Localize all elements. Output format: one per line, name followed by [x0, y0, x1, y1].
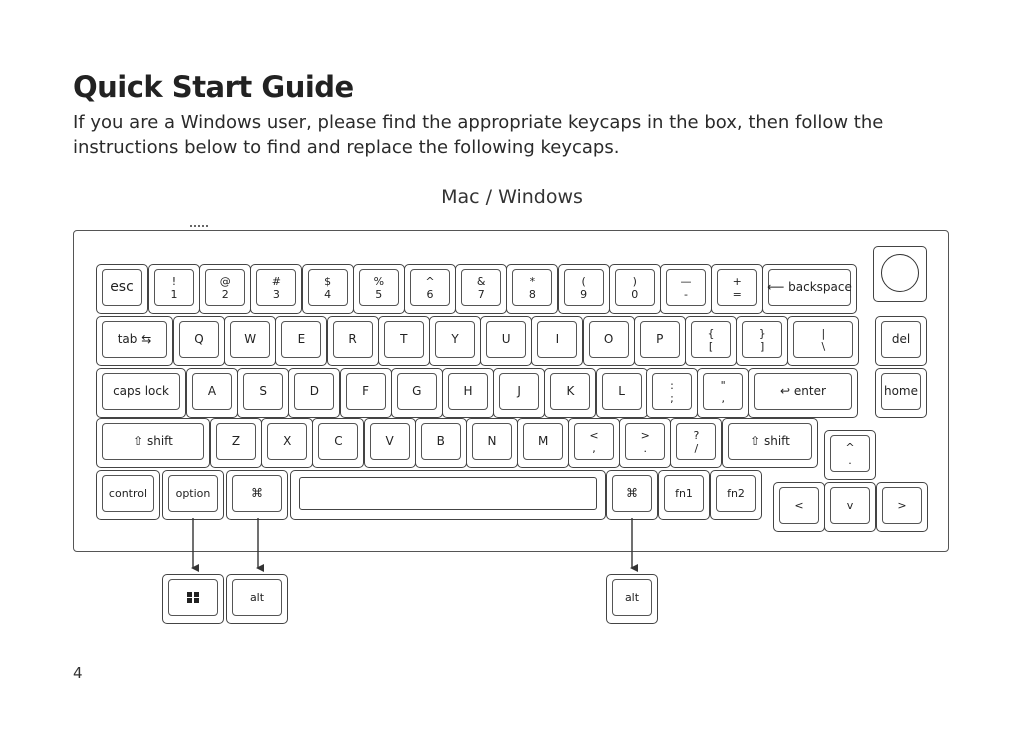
key-shift-symbol: %	[373, 274, 385, 288]
enter-arrow-icon: ↩	[780, 384, 794, 398]
key-label: alt	[624, 591, 640, 604]
key-label: H	[463, 384, 473, 398]
key-shift-symbol: &	[476, 274, 486, 288]
key-base-symbol: 9	[580, 287, 588, 301]
command-icon: ⌘	[626, 486, 638, 500]
key-base-symbol: ,	[721, 391, 725, 405]
key-base-symbol: .	[643, 441, 647, 455]
key-shift-symbol: (	[581, 274, 586, 288]
key-label: N	[487, 434, 497, 448]
arrow-left-icon: <	[794, 499, 804, 512]
key-label: E	[297, 332, 306, 346]
key-label: home	[883, 384, 919, 398]
key-shift-symbol: !	[171, 274, 177, 288]
key-label: S	[259, 384, 267, 398]
key-shift-symbol: <	[589, 428, 599, 442]
key-shift-symbol: >	[640, 428, 650, 442]
key-label: I	[555, 332, 560, 346]
arrow-up-icon: ^	[845, 440, 855, 454]
layout-label: Mac / Windows	[441, 186, 583, 208]
key-shift-symbol: ^	[425, 274, 435, 288]
key-base-symbol: 1	[170, 287, 178, 301]
key-label: A	[207, 384, 217, 398]
key-label: ↩ enter	[780, 384, 826, 398]
key-base-symbol: ;	[670, 391, 674, 405]
key-label: L	[618, 384, 625, 398]
key-label: V	[385, 434, 394, 448]
key-label: ⇧ shift	[750, 434, 790, 448]
key-label: O	[603, 332, 614, 346]
key-base-symbol: 8	[528, 287, 536, 301]
key-label: T	[400, 332, 408, 346]
command-icon: ⌘	[251, 486, 263, 500]
key-label: caps lock	[113, 384, 169, 398]
arrow-down-icon: v	[846, 499, 854, 512]
key-base-symbol: =	[732, 287, 742, 301]
key-label: U	[501, 332, 511, 346]
key-shift-symbol: #	[271, 274, 281, 288]
key-shift-symbol: {	[707, 326, 715, 340]
key-base-symbol: 0	[631, 287, 639, 301]
key-base-symbol: 4	[324, 287, 332, 301]
key-label: ⇧ shift	[133, 434, 173, 448]
page-title: Quick Start Guide	[73, 70, 354, 104]
windows-logo-icon	[187, 592, 199, 604]
key-label: J	[517, 384, 521, 398]
arrow-right-icon: >	[897, 499, 907, 512]
key-label: option	[175, 487, 211, 500]
replacement-key-windows	[162, 574, 224, 624]
key-dot: .	[848, 453, 852, 467]
key-base-symbol: 3	[272, 287, 280, 301]
key-base-symbol: [	[708, 339, 714, 353]
key-shift-symbol: $	[324, 274, 332, 288]
key-label: tab ⇆	[117, 332, 152, 346]
key-base-symbol: ]	[760, 339, 765, 353]
key-label: C	[334, 434, 343, 448]
replacement-key-alt-right	[606, 574, 658, 624]
key-shift-symbol: +	[732, 274, 742, 288]
key-shift-symbol: )	[632, 274, 637, 288]
key-label: Y	[451, 332, 459, 346]
page-number: 4	[73, 664, 83, 682]
shift-icon: ⇧	[750, 434, 764, 448]
key-label: K	[566, 384, 575, 398]
key-label: control	[108, 487, 148, 500]
key-base-symbol: ,	[592, 441, 596, 455]
replacement-key-alt-left	[226, 574, 288, 624]
key-base-symbol: \	[821, 339, 826, 353]
key-shift-symbol: :	[670, 378, 674, 392]
key-shift-symbol: |	[821, 326, 826, 340]
key-label: alt	[249, 591, 265, 604]
key-label: fn1	[675, 487, 693, 500]
arrow-left-icon: ⟵	[767, 280, 789, 294]
key-label: ⟵ backspace	[767, 280, 852, 294]
key-label: del	[891, 332, 911, 346]
key-label: D	[309, 384, 320, 398]
key-base-symbol: 2	[221, 287, 229, 301]
intro-text: If you are a Windows user, please find the appropriate keycaps in the box, then follow the instructions below to find and replace the following keycaps.	[73, 112, 884, 158]
key-label: M	[538, 434, 549, 448]
key-label: W	[244, 332, 257, 346]
key-label: B	[436, 434, 445, 448]
key-shift-symbol: "	[720, 378, 726, 392]
key-shift-symbol: *	[529, 274, 536, 288]
key-base-symbol: /	[694, 441, 699, 455]
key-shift-symbol: @	[219, 274, 231, 288]
key-base-symbol: 7	[477, 287, 485, 301]
key-shift-symbol: —	[680, 274, 692, 288]
key-label: R	[348, 332, 357, 346]
key-base-symbol: 5	[375, 287, 383, 301]
key-base-symbol: 6	[426, 287, 434, 301]
key-label: G	[412, 384, 422, 398]
key-label: esc	[110, 279, 134, 295]
tab-icon: ⇆	[141, 332, 152, 346]
key-label: Q	[194, 332, 204, 346]
key-label: fn2	[727, 487, 745, 500]
shift-icon: ⇧	[133, 434, 147, 448]
key-label: F	[362, 384, 370, 398]
key-label: X	[283, 434, 292, 448]
key-label: P	[656, 332, 664, 346]
key-shift-symbol: }	[758, 326, 766, 340]
key-base-symbol: -	[684, 287, 688, 301]
key-shift-symbol: ?	[693, 428, 700, 442]
key-label: Z	[231, 434, 241, 448]
